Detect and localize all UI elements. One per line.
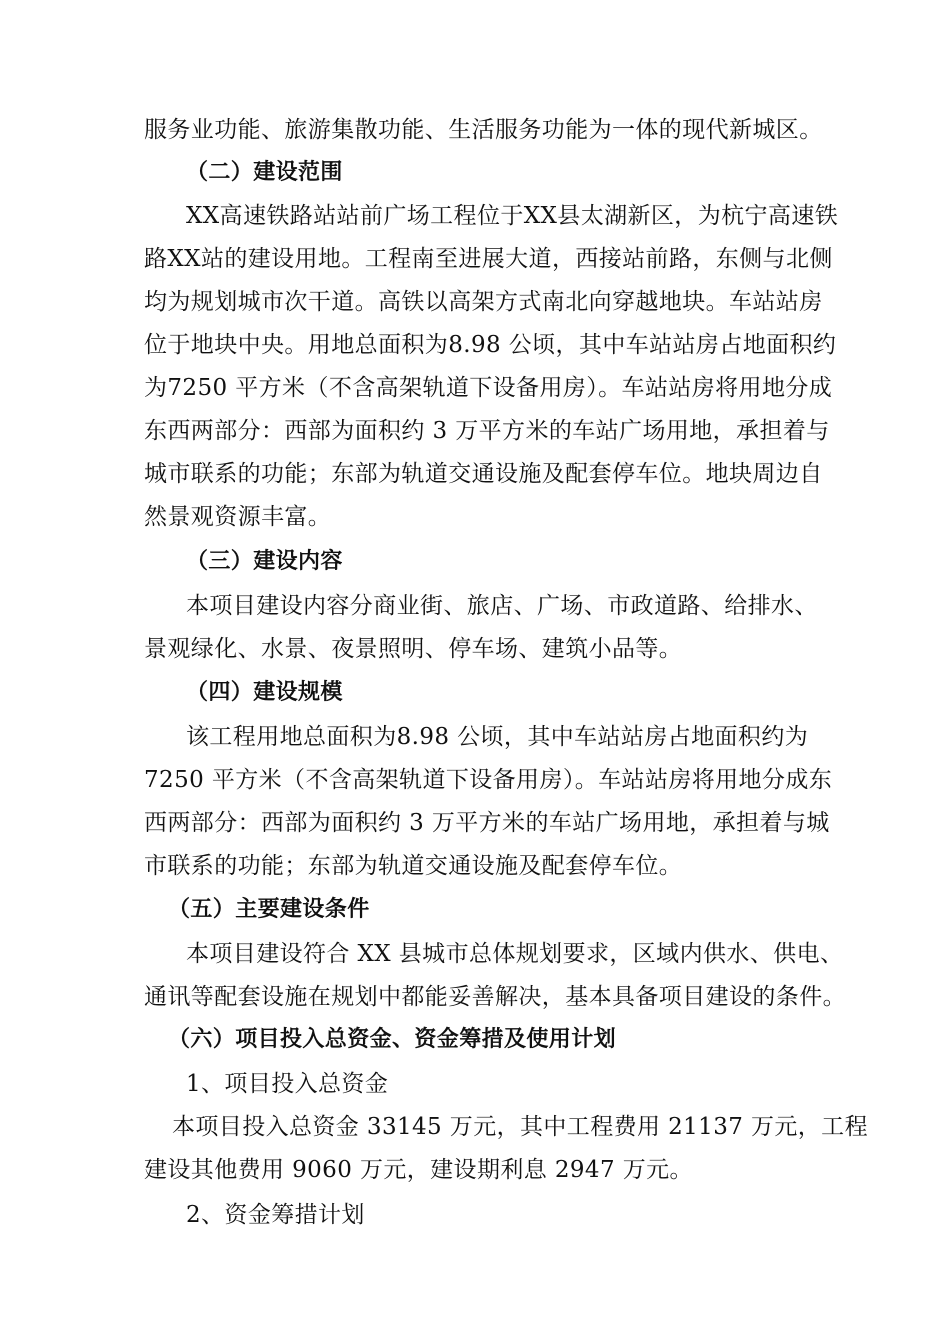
- section-heading-scope: （二）建设范围: [186, 160, 343, 185]
- paragraph-line: 路XX站的建设用地。工程南至进展大道，西接站前路，东侧与北侧: [144, 246, 833, 272]
- paragraph-line: 该工程用地总面积为8.98 公顷，其中车站站房占地面积约为: [186, 724, 809, 750]
- paragraph-line: 然景观资源丰富。: [144, 504, 332, 530]
- paragraph-line: 服务业功能、旅游集散功能、生活服务功能为一体的现代新城区。: [144, 117, 823, 143]
- paragraph-line: 位于地块中央。用地总面积为8.98 公顷，其中车站站房占地面积约: [144, 332, 837, 358]
- paragraph-line: 西两部分：西部为面积约 3 万平方米的车站广场用地，承担着与城: [144, 810, 830, 836]
- paragraph-line: 城市联系的功能；东部为轨道交通设施及配套停车位。地块周边自: [144, 461, 823, 487]
- paragraph-line: 建设其他费用 9060 万元，建设期利息 2947 万元。: [144, 1157, 693, 1183]
- paragraph-line: XX高速铁路站站前广场工程位于XX县太湖新区，为杭宁高速铁: [186, 203, 839, 229]
- section-heading-investment: （六）项目投入总资金、资金筹措及使用计划: [168, 1027, 617, 1052]
- paragraph-line: 本项目建设内容分商业街、旅店、广场、市政道路、给排水、: [186, 593, 818, 619]
- paragraph-line: 东西两部分：西部为面积约 3 万平方米的车站广场用地，承担着与: [144, 418, 830, 444]
- section-heading-conditions: （五）主要建设条件: [168, 897, 370, 922]
- paragraph-line: 7250 平方米（不含高架轨道下设备用房）。车站站房将用地分成东: [144, 767, 833, 793]
- paragraph-line: 本项目建设符合 XX 县城市总体规划要求，区域内供水、供电、: [186, 941, 844, 967]
- paragraph-line: 为7250 平方米（不含高架轨道下设备用房）。车站站房将用地分成: [144, 375, 833, 401]
- paragraph-line: 本项目投入总资金 33145 万元，其中工程费用 21137 万元，工程: [172, 1114, 868, 1140]
- paragraph-line: 均为规划城市次干道。高铁以高架方式南北向穿越地块。车站站房: [144, 289, 823, 315]
- section-heading-scale: （四）建设规模: [186, 680, 343, 705]
- section-heading-content: （三）建设内容: [186, 549, 343, 574]
- paragraph-line: 市联系的功能；东部为轨道交通设施及配套停车位。: [144, 853, 683, 879]
- paragraph-line: 通讯等配套设施在规划中都能妥善解决，基本具备项目建设的条件。: [144, 984, 846, 1010]
- subsection-heading: 2、资金筹措计划: [186, 1202, 365, 1228]
- paragraph-line: 景观绿化、水景、夜景照明、停车场、建筑小品等。: [144, 636, 683, 662]
- subsection-heading: 1、项目投入总资金: [186, 1071, 389, 1097]
